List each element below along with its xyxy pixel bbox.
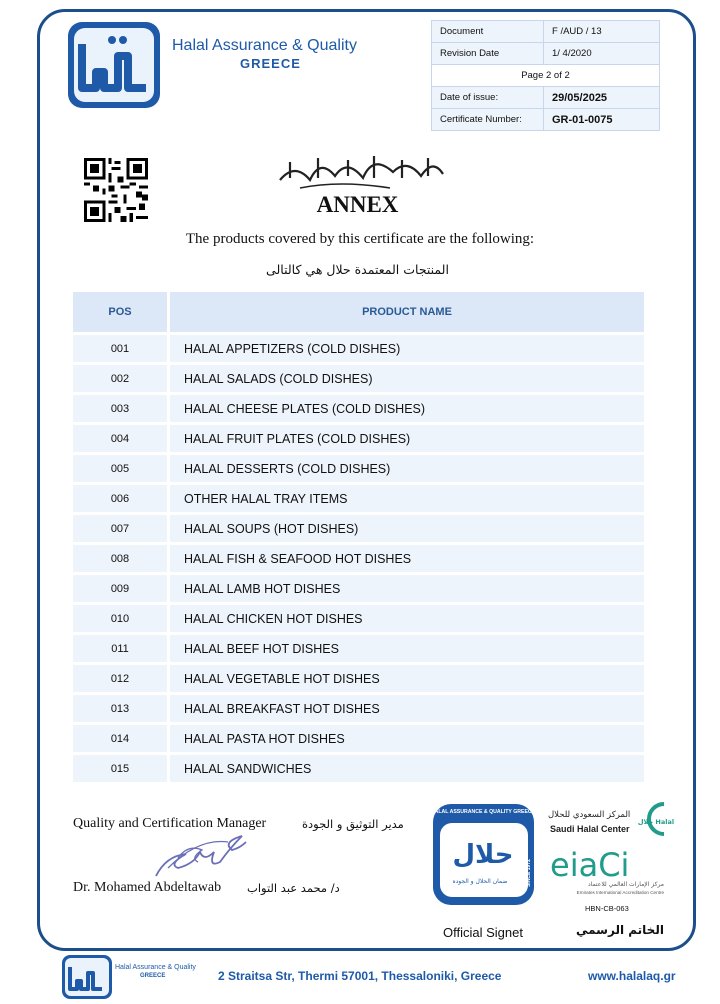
saudi-halal-badge-text: حلال Halal <box>637 818 675 826</box>
table-row <box>73 605 644 632</box>
revision-label: Revision Date <box>432 43 544 65</box>
seal-arabic-word: حلال <box>452 840 514 870</box>
signatory-name: Dr. Mohamed Abdeltawab <box>73 880 222 895</box>
document-value: F /AUD / 13 <box>544 21 660 43</box>
eiac-arabic: مركز الإمارات العالمي للاعتماد <box>587 881 664 888</box>
official-signet-label: Official Signet <box>443 925 523 940</box>
footer-website-link[interactable]: www.halalaq.gr <box>588 969 676 983</box>
table-row <box>73 665 644 692</box>
product-name: HALAL FISH & SEAFOOD HOT DISHES <box>170 545 644 572</box>
certificate-number-label: Certificate Number: <box>432 109 544 131</box>
official-signet-label-arabic: الخاتم الرسمي <box>576 923 664 937</box>
official-seal <box>432 803 535 906</box>
table-row <box>73 545 644 572</box>
seal-arabic-subtitle: ضمان الحلال و الجوده <box>452 878 508 885</box>
signatory-role-arabic: مدير التوثيق و الجودة <box>302 817 404 831</box>
document-label: Document <box>432 21 544 43</box>
product-name: HALAL FRUIT PLATES (COLD DISHES) <box>170 425 644 452</box>
accreditation-number: HBN-CB-063 <box>585 904 629 913</box>
signatory-name-arabic: د/ محمد عبد التواب <box>247 881 340 895</box>
product-name: OTHER HALAL TRAY ITEMS <box>170 485 644 512</box>
saudi-halal-center-name: Saudi Halal Center <box>550 824 630 834</box>
document-info-table <box>431 20 660 131</box>
product-pos: 012 <box>73 665 170 692</box>
issue-date-value: 29/05/2025 <box>544 87 660 109</box>
product-pos: 013 <box>73 695 170 722</box>
product-pos: 003 <box>73 395 170 422</box>
table-row <box>73 485 644 512</box>
product-pos: 002 <box>73 365 170 392</box>
signatory-role: Quality and Certification Manager <box>73 816 267 831</box>
product-pos: 010 <box>73 605 170 632</box>
product-name: HALAL CHICKEN HOT DISHES <box>170 605 644 632</box>
product-pos: 015 <box>73 755 170 782</box>
product-pos: 006 <box>73 485 170 512</box>
intro-text-arabic: المنتجات المعتمدة حلال هي كالتالى <box>266 262 449 277</box>
table-row <box>73 335 644 362</box>
seal-since: SINCE 1972 <box>526 859 532 887</box>
bismillah-calligraphy <box>270 150 450 192</box>
pos-column-header: POS <box>73 292 170 332</box>
product-name: HALAL SANDWICHES <box>170 755 644 782</box>
table-row <box>73 425 644 452</box>
product-pos: 001 <box>73 335 170 362</box>
products-table <box>73 289 644 785</box>
table-row <box>73 725 644 752</box>
product-name: HALAL APPETIZERS (COLD DISHES) <box>170 335 644 362</box>
product-pos: 007 <box>73 515 170 542</box>
intro-text: The products covered by this certificate are the following: <box>185 231 535 247</box>
product-name: HALAL VEGETABLE HOT DISHES <box>170 665 644 692</box>
eiac-wordmark: eiaCi <box>550 846 630 884</box>
footer-brand-region: GREECE <box>140 973 166 979</box>
product-name: HALAL PASTA HOT DISHES <box>170 725 644 752</box>
table-row <box>73 365 644 392</box>
issue-date-label: Date of issue: <box>432 87 544 109</box>
product-pos: 004 <box>73 425 170 452</box>
brand-region: GREECE <box>240 56 301 71</box>
product-pos: 011 <box>73 635 170 662</box>
product-name: HALAL LAMB HOT DISHES <box>170 575 644 602</box>
product-pos: 014 <box>73 725 170 752</box>
footer-address: 2 Straitsa Str, Thermi 57001, Thessaloniki, Greece <box>218 969 502 983</box>
product-name: HALAL DESSERTS (COLD DISHES) <box>170 455 644 482</box>
product-name: HALAL SOUPS (HOT DISHES) <box>170 515 644 542</box>
product-name: HALAL BREAKFAST HOT DISHES <box>170 695 644 722</box>
footer-logo <box>62 955 112 999</box>
eiac-english: Emirates International Accreditation Centre <box>576 890 664 895</box>
table-row <box>73 575 644 602</box>
eiac-logo <box>548 846 666 896</box>
annex-title: ANNEX <box>316 192 399 217</box>
footer-brand-name: Halal Assurance & Quality <box>115 964 196 971</box>
table-row <box>73 635 644 662</box>
handwritten-signature <box>148 818 248 884</box>
table-row <box>73 695 644 722</box>
halal-aq-logo <box>68 22 160 108</box>
product-name: HALAL CHEESE PLATES (COLD DISHES) <box>170 395 644 422</box>
table-row <box>73 395 644 422</box>
table-row <box>73 455 644 482</box>
product-pos: 008 <box>73 545 170 572</box>
product-pos: 009 <box>73 575 170 602</box>
saudi-halal-center-logo <box>637 800 675 840</box>
product-name: HALAL SALADS (COLD DISHES) <box>170 365 644 392</box>
product-pos: 005 <box>73 455 170 482</box>
saudi-halal-center-arabic: المركز السعودي للحلال <box>548 810 631 820</box>
product-name: HALAL BEEF HOT DISHES <box>170 635 644 662</box>
product-name-column-header: PRODUCT NAME <box>170 292 644 332</box>
page-number: Page 2 of 2 <box>432 65 660 87</box>
table-row <box>73 755 644 782</box>
certificate-number-value: GR-01-0075 <box>544 109 660 131</box>
revision-value: 1/ 4/2020 <box>544 43 660 65</box>
brand-name: Halal Assurance & Quality <box>172 37 357 54</box>
table-row <box>73 515 644 542</box>
seal-ring-text: HALAL ASSURANCE & QUALITY GREECE <box>430 809 536 815</box>
